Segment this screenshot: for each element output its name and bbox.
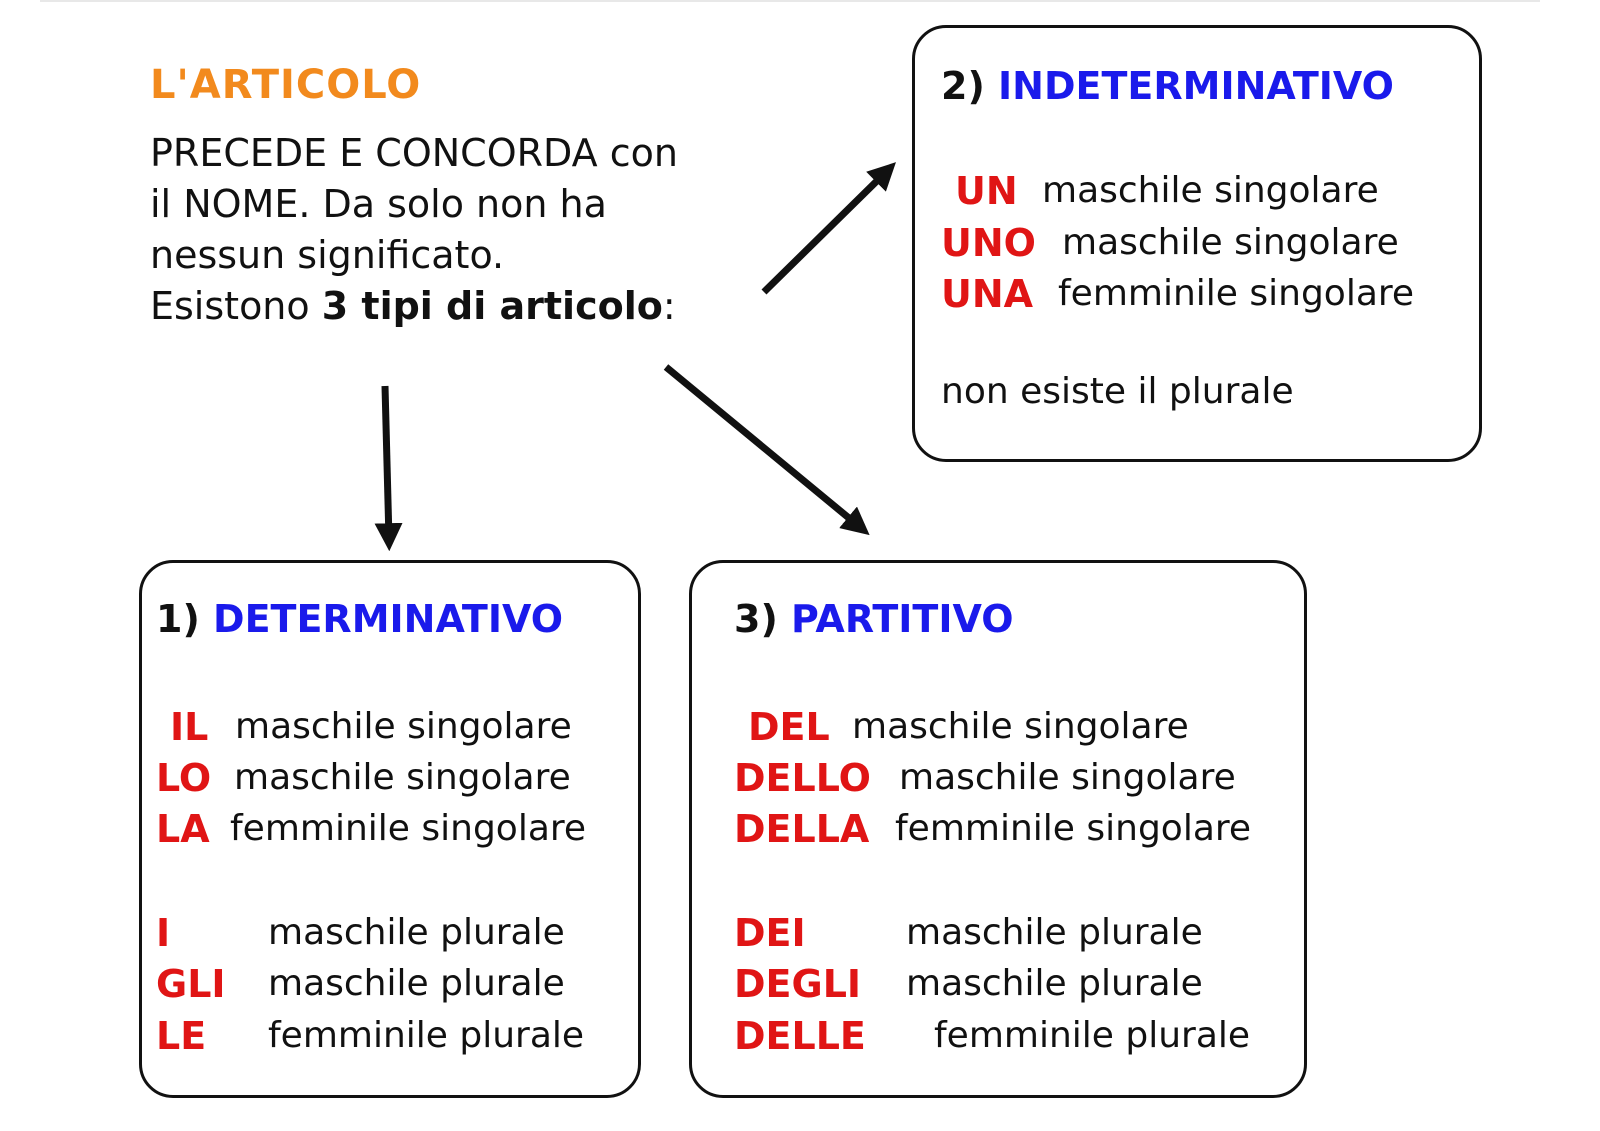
article-description: femminile singolare bbox=[1058, 273, 1415, 314]
article: UNO bbox=[941, 221, 1036, 265]
article-description: maschile plurale bbox=[268, 912, 565, 953]
article-description: maschile singolare bbox=[899, 757, 1236, 798]
article-description: maschile singolare bbox=[1042, 170, 1379, 211]
article-description: maschile singolare bbox=[852, 706, 1189, 747]
article-description: femminile singolare bbox=[895, 808, 1252, 849]
plural-note: non esiste il plurale bbox=[941, 371, 1294, 412]
intro-line-2: il NOME. Da solo non ha bbox=[150, 182, 607, 226]
article-description: maschile singolare bbox=[1062, 222, 1399, 263]
article-description: maschile plurale bbox=[906, 963, 1203, 1004]
arrow-to-indeterminativo bbox=[764, 170, 888, 292]
heading-determinativo bbox=[156, 597, 563, 641]
article: IL bbox=[170, 705, 209, 749]
article: LE bbox=[156, 1014, 207, 1058]
heading-number: 3) bbox=[734, 597, 778, 641]
article: UN bbox=[955, 169, 1018, 213]
article-description: maschile plurale bbox=[906, 912, 1203, 953]
arrow-to-partitivo bbox=[666, 367, 861, 528]
article: DEL bbox=[748, 705, 830, 749]
box-indeterminativo bbox=[912, 25, 1482, 462]
article-description: maschile singolare bbox=[235, 706, 572, 747]
arrow-to-determinativo bbox=[385, 386, 389, 540]
intro-line-4-prefix: Esistono bbox=[150, 284, 322, 328]
heading-indeterminativo bbox=[941, 64, 1394, 108]
heading-number: 2) bbox=[941, 64, 985, 108]
heading-number: 1) bbox=[156, 597, 200, 641]
article: LO bbox=[156, 756, 212, 800]
heading-name: DETERMINATIVO bbox=[213, 597, 564, 641]
box-partitivo bbox=[689, 560, 1307, 1098]
article: DELLA bbox=[734, 807, 870, 851]
heading-name: PARTITIVO bbox=[791, 597, 1014, 641]
heading-partitivo bbox=[734, 597, 1014, 641]
intro-line-1: PRECEDE E CONCORDA con bbox=[150, 131, 678, 175]
article: DELLO bbox=[734, 756, 871, 800]
article-description: femminile singolare bbox=[230, 808, 587, 849]
intro-line-3: nessun significato. bbox=[150, 233, 505, 277]
article-description: maschile plurale bbox=[268, 963, 565, 1004]
article: I bbox=[156, 911, 171, 955]
article: UNA bbox=[941, 272, 1034, 316]
article: LA bbox=[156, 807, 210, 851]
box-determinativo bbox=[139, 560, 641, 1098]
article: DEGLI bbox=[734, 962, 862, 1006]
intro-line-4-suffix: : bbox=[662, 284, 676, 328]
page-title: L'ARTICOLO bbox=[150, 62, 422, 108]
article-description: maschile singolare bbox=[234, 757, 571, 798]
article: DELLE bbox=[734, 1014, 866, 1058]
article: DEI bbox=[734, 911, 806, 955]
article: GLI bbox=[156, 962, 226, 1006]
heading-name: INDETERMINATIVO bbox=[998, 64, 1394, 108]
article-description: femminile plurale bbox=[934, 1015, 1251, 1056]
intro-line-4-bold: 3 tipi di articolo bbox=[321, 284, 663, 328]
article-description: femminile plurale bbox=[268, 1015, 585, 1056]
